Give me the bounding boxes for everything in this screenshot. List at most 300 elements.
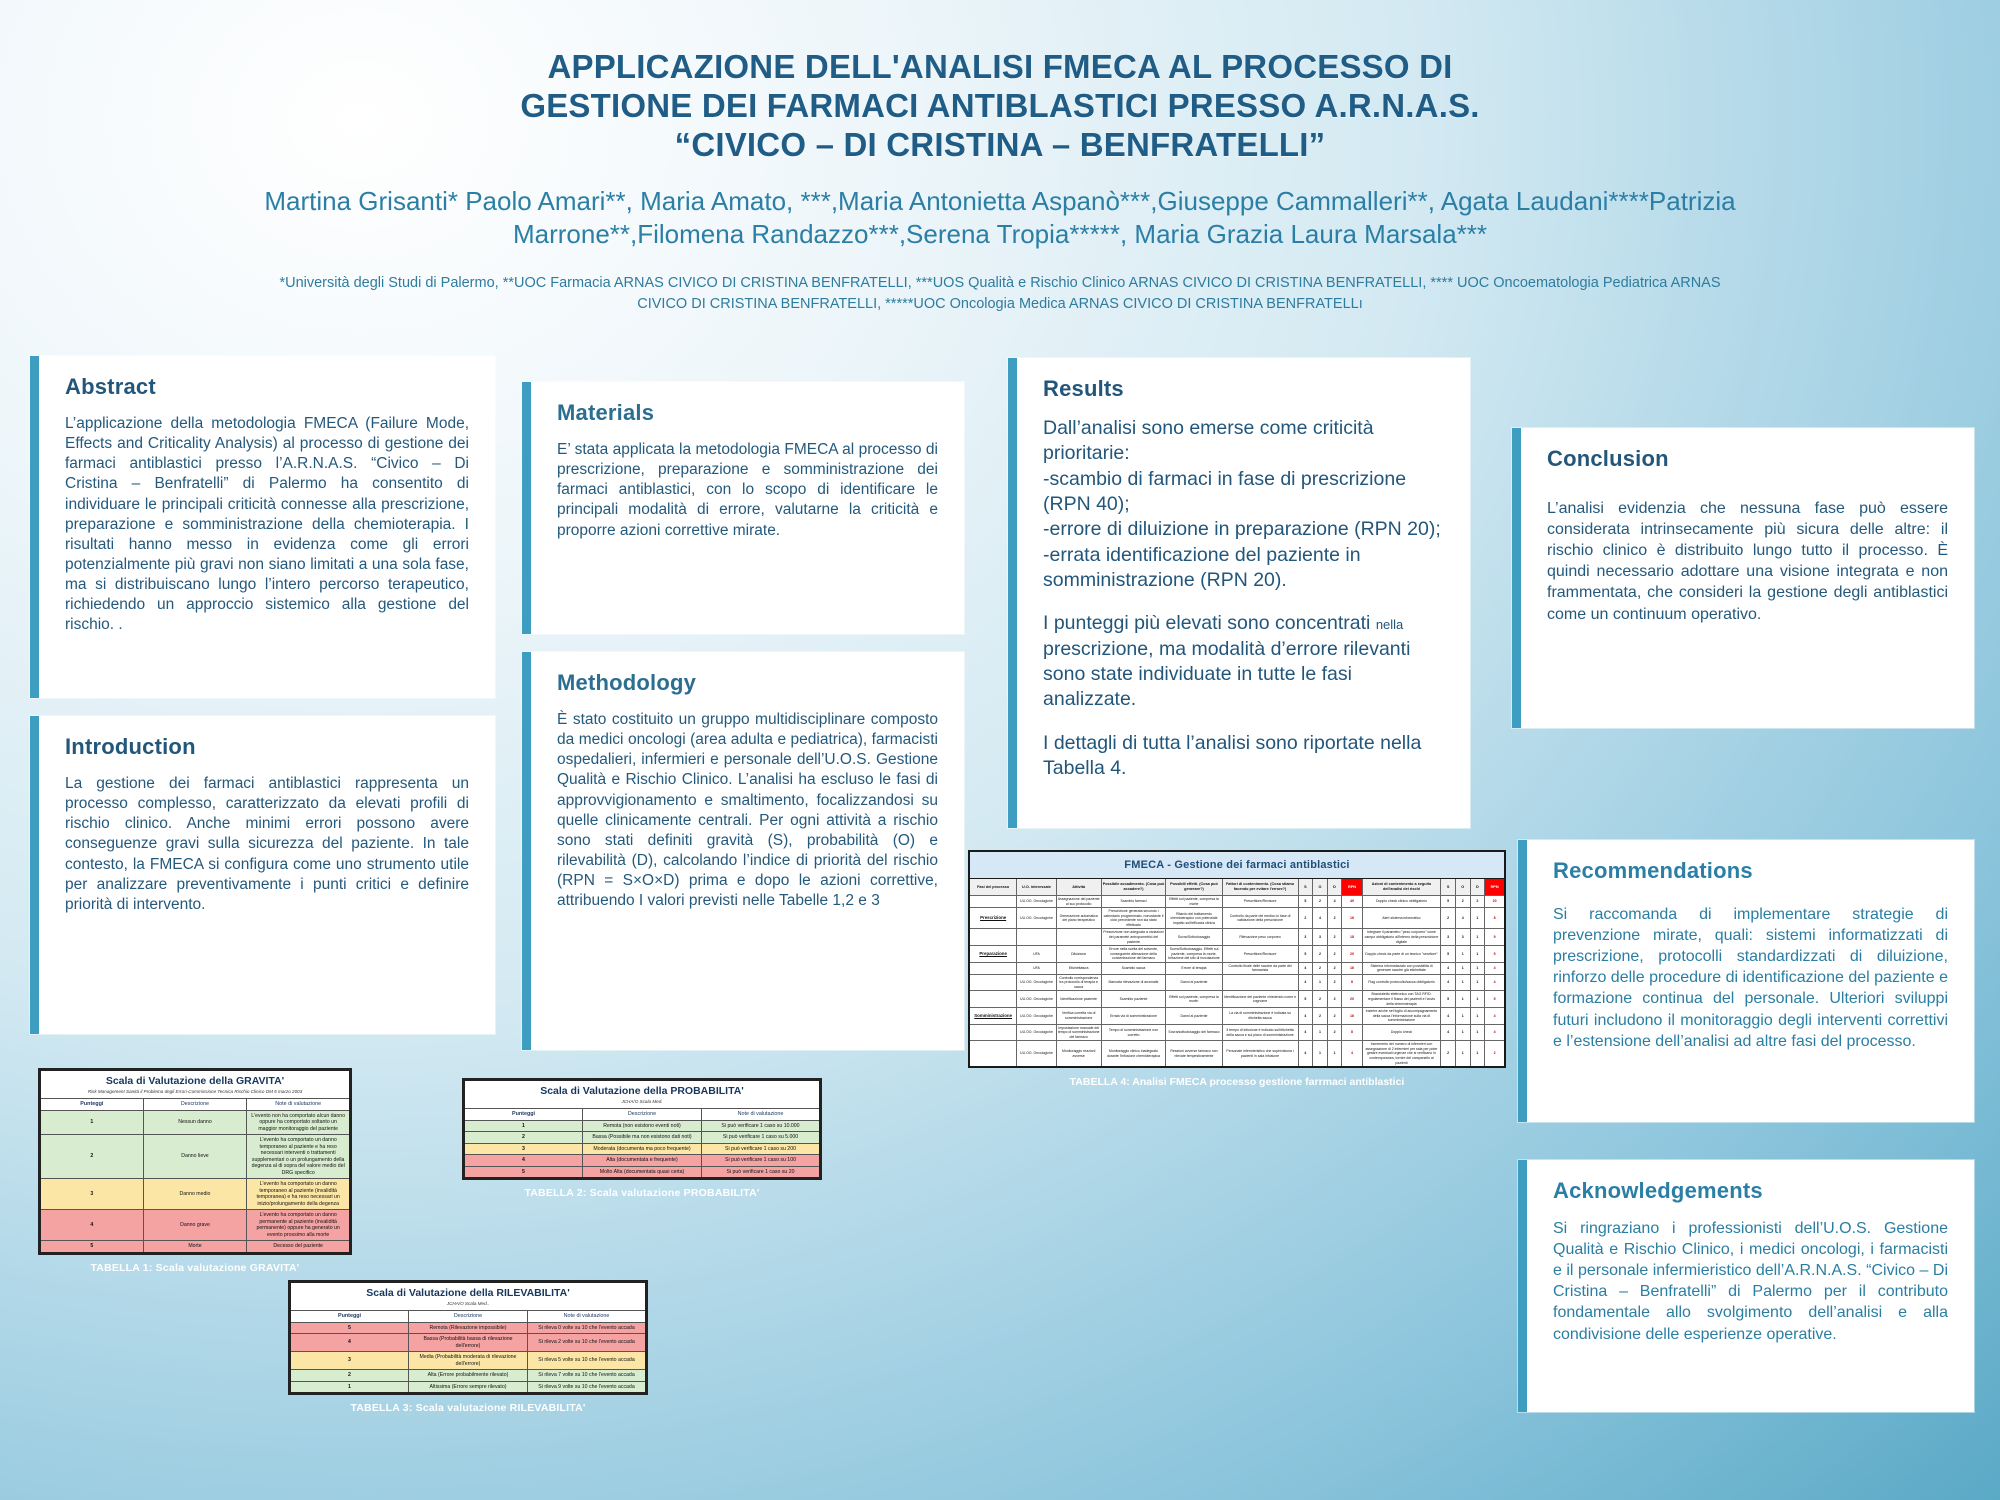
fmeca-effetti: Ritardo del trattamento chemioterapico con potenziale impatto sull'efficacia clinica — [1166, 908, 1222, 929]
results-scores-b: nella — [1375, 617, 1404, 633]
fmeca-effetti: Sovra/Sottodosaggio. Effetti sul paziente, compresa la morte. Irritazione del sito di inoculazione — [1166, 946, 1222, 963]
acknowledgements-body: Si ringraziano i professionisti dell’U.O.S. Gestione Qualità e Rischio Clinico, i medici oncologi, i farmacisti e il personale infermieristico dell’A.R.N.A.S. “Civico – Di Cristina – Benfratelli” di Palermo per il contributo fondamentale allo svolgimento dell’analisi e alla condivisione delle esperienze operative. — [1553, 1220, 1948, 1343]
fmeca-col-header: Possibili effetti. (Cosa può generare?) — [1166, 879, 1222, 896]
fmeca-d-post: 2 — [1470, 896, 1485, 908]
fmeca-d-post: 1 — [1470, 991, 1485, 1008]
row-score: 4 — [40, 1210, 144, 1241]
fmeca-azioni: Incremento del numero di infermieri con assegnazione di 2 infermieri per sala per poter gestire eventuali urgenze che si verificano in contemporanea, tornire del campanello ai pazienti — [1362, 1041, 1441, 1067]
scale-table-title: Scala di Valutazione della PROBABILITA' — [464, 1080, 821, 1100]
fmeca-rpn-post: 4 — [1485, 962, 1505, 974]
fmeca-accadimento: Prescrizione generata secondo i calendario programmato, nonostante il ciclo precedente non sia stato effettuato — [1101, 908, 1166, 929]
table-row — [40, 1110, 351, 1135]
fmeca-rpn-pre: 20 — [1342, 991, 1362, 1008]
fmeca-d-pre: 2 — [1327, 946, 1342, 963]
author-line-2: Marrone**,Filomena Randazzo***,Serena Tropia*****, Maria Grazia Laura Marsala*** — [512, 219, 1488, 250]
affiliation-line-1: *Università degli Studi di Palermo, **UOC Farmacia ARNAS CIVICO DI CRISTINA BENFRATELLI, ***UOS Qualità e Rischio Clinico ARNAS CIVICO DI CRISTINA BENFRATELLI, **** UOC Oncoematologia Pediatrica ARNAS — [279, 275, 1721, 292]
results-bullet-2: -errore di diluizione in preparazione (RPN 20); — [1043, 518, 1441, 541]
table-row — [969, 929, 1505, 946]
fmeca-d-post: 1 — [1470, 1041, 1485, 1067]
row-description: Danno lieve — [143, 1135, 247, 1179]
scale-col-header: Note di valutazione — [528, 1310, 647, 1322]
fmeca-rpn-pre: 8 — [1342, 974, 1362, 991]
scale-table-title: Scala di Valutazione della RILEVABILITA' — [290, 1282, 647, 1302]
author-line-1: Martina Grisanti* Paolo Amari**, Maria Amato, ***,Maria Antonietta Aspanò***,Giuseppe Cammalleri**, Agata Laudani****Patrizia — [264, 185, 1736, 216]
fmeca-accadimento: Errore nella scelta del solvente, conseguente alterazione della concentrazione del farmaco — [1101, 946, 1166, 963]
fmeca-s-post: 4 — [1441, 1024, 1456, 1041]
fmeca-col-header: D — [1327, 879, 1342, 896]
fmeca-col-header: O — [1313, 879, 1328, 896]
fmeca-table — [968, 850, 1506, 1068]
row-note: Si può verificare 1 caso su 20 — [702, 1166, 821, 1179]
fmeca-o-pre: 2 — [1313, 1008, 1328, 1025]
row-score: 5 — [290, 1322, 409, 1334]
fmeca-o-post: 2 — [1455, 896, 1470, 908]
fmeca-s-post: 2 — [1441, 908, 1456, 929]
fmeca-uo: UU.OO. Oncologiche — [1017, 974, 1056, 991]
fmeca-o-post: 1 — [1455, 991, 1470, 1008]
fmeca-effetti: Errore di terapia — [1166, 962, 1222, 974]
fmeca-col-header: Fasi del processo — [969, 879, 1017, 896]
fmeca-s-post: 4 — [1441, 962, 1456, 974]
scale-col-header: Note di valutazione — [702, 1108, 821, 1120]
scale-table-rilevabilita — [288, 1280, 648, 1395]
fmeca-phase — [969, 929, 1017, 946]
row-description: Alta (Errore probabilmente rilevato) — [409, 1370, 528, 1382]
fmeca-accadimento: Monitoraggio clinico inadeguato durante l'infusione chemioterapica — [1101, 1041, 1166, 1067]
introduction-body: La gestione dei farmaci antiblastici rappresenta un processo complesso, caratterizzato da elevati profili di rischio clinico. Anche minimi errori possono avere conseguenze gravi sulla sicurezza del paziente. In tale contesto, la FMECA si configura come uno strumento utile per analizzare preventivamente i punti critici e definire priorità di intervento. — [65, 775, 469, 913]
row-note: L'evento non ha comportato alcun danno oppure ha comportato soltanto un maggior monitoraggio del paziente — [247, 1110, 351, 1135]
results-scores-paragraph — [1043, 611, 1444, 712]
table-4-fmeca — [968, 850, 1506, 1088]
section-results — [1008, 358, 1470, 828]
fmeca-rpn-post: 5 — [1485, 946, 1505, 963]
fmeca-phase: Preparazione — [969, 946, 1017, 963]
fmeca-s-post: 4 — [1441, 974, 1456, 991]
scale-col-header: Note di valutazione — [247, 1098, 351, 1110]
row-description: Bassa (Probabilità bassa di rilevazione dell'errore) — [409, 1334, 528, 1352]
fmeca-azioni: Doppio check da parte di un tecnico "servitore" — [1362, 946, 1441, 963]
scale-col-header: Punteggi — [40, 1098, 144, 1110]
results-heading: Results — [1043, 376, 1124, 401]
row-note: Si rileva 2 volte su 10 che l'evento accada — [528, 1334, 647, 1352]
row-note: Si rileva 7 volte su 10 che l'evento accada — [528, 1370, 647, 1382]
fmeca-attivita: Monitoraggio reazioni avverse — [1056, 1041, 1101, 1067]
row-score: 2 — [464, 1132, 583, 1144]
fmeca-effetti: Effetti sul paziente, compresa la morte. — [1166, 991, 1222, 1008]
table-row — [464, 1120, 821, 1132]
fmeca-col-header: Azioni di contenimento a seguito dell'analisi dei rischi — [1362, 879, 1441, 896]
fmeca-phase — [969, 1024, 1017, 1041]
table-row — [290, 1370, 647, 1382]
fmeca-uo — [1017, 929, 1056, 946]
fmeca-azioni: Doppio check clinico obbligatorio — [1362, 896, 1441, 908]
row-note: Si può verificare 1 caso su 100 — [702, 1155, 821, 1167]
fmeca-uo: UU.OO. Oncologiche — [1017, 1041, 1056, 1067]
fmeca-o-post: 1 — [1455, 1008, 1470, 1025]
fmeca-rpn-pre: 16 — [1342, 1008, 1362, 1025]
fmeca-attivita: Identificazione paziente — [1056, 991, 1101, 1008]
fmeca-col-header: D — [1470, 879, 1485, 896]
fmeca-rpn-pre: 16 — [1342, 908, 1362, 929]
fmeca-o-post: 3 — [1455, 929, 1470, 946]
row-score: 3 — [40, 1179, 144, 1210]
fmeca-accadimento: Scambio farmaci — [1101, 896, 1166, 908]
fmeca-o-post: 4 — [1455, 908, 1470, 929]
scale-col-header: Descrizione — [583, 1108, 702, 1120]
row-score: 1 — [40, 1110, 144, 1135]
fmeca-rpn-pre: 4 — [1342, 1041, 1362, 1067]
fmeca-header-row — [969, 879, 1505, 896]
fmeca-col-header: RPN — [1485, 879, 1505, 896]
fmeca-rpn-pre: 18 — [1342, 929, 1362, 946]
fmeca-d-post: 1 — [1470, 974, 1485, 991]
fmeca-uo: UFA — [1017, 946, 1056, 963]
fmeca-attivita: Etichettatura — [1056, 962, 1101, 974]
fmeca-fattori: Prescrittore/Revisore — [1222, 896, 1298, 908]
table-2-caption: TABELLA 2: Scala valutazione PROBABILITA' — [524, 1187, 760, 1200]
section-materials — [522, 382, 964, 634]
scale-table-header-row — [464, 1108, 821, 1120]
introduction-heading: Introduction — [65, 734, 196, 759]
fmeca-uo: UU.OO. Oncologiche — [1017, 991, 1056, 1008]
fmeca-uo: UU.OO. Oncologiche — [1017, 896, 1056, 908]
table-row — [969, 1008, 1505, 1025]
fmeca-s-pre: 4 — [1298, 1008, 1313, 1025]
row-note: Si rileva 9 volte su 10 che l'evento accada — [528, 1381, 647, 1394]
fmeca-d-pre: 2 — [1327, 962, 1342, 974]
fmeca-d-pre: 2 — [1327, 929, 1342, 946]
row-note: Si può verificare 1 caso su 200 — [702, 1143, 821, 1155]
fmeca-d-post: 1 — [1470, 946, 1485, 963]
fmeca-o-pre: 3 — [1313, 929, 1328, 946]
fmeca-d-pre: 2 — [1327, 908, 1342, 929]
fmeca-effetti: Sovra/Sottodosaggio — [1166, 929, 1222, 946]
fmeca-phase: Prescrizione — [969, 908, 1017, 929]
row-score: 5 — [464, 1166, 583, 1179]
fmeca-phase — [969, 974, 1017, 991]
fmeca-attivita: Controllo corrispondenza tra protocollo di terapia e sacca — [1056, 974, 1101, 991]
results-criticality-block — [1043, 416, 1444, 593]
conclusion-heading: Conclusion — [1547, 446, 1669, 471]
title-line-2: GESTIONE DEI FARMACI ANTIBLASTICI PRESSO A.R.N.A.S. — [520, 86, 1480, 124]
scale-table-gravita-body — [40, 1070, 351, 1254]
table-row — [40, 1210, 351, 1241]
results-bullet-1: -scambio di farmaci in fase di prescrizione (RPN 40); — [1043, 467, 1407, 516]
scale-table-subtitle: JCHA/O Scala Med. — [464, 1099, 821, 1108]
table-4-caption: TABELLA 4: Analisi FMECA processo gestione farrmaci antiblastici — [1069, 1076, 1405, 1089]
fmeca-o-pre: 1 — [1313, 1041, 1328, 1067]
results-intro: Dall’analisi sono emerse come criticità prioritarie: — [1043, 417, 1374, 465]
table-row — [40, 1179, 351, 1210]
row-note: Decesso del paziente — [247, 1241, 351, 1254]
table-3-caption: TABELLA 3: Scala valutazione RILEVABILITA' — [350, 1402, 586, 1415]
fmeca-rpn-pre: 16 — [1342, 962, 1362, 974]
fmeca-phase — [969, 962, 1017, 974]
fmeca-rpn-post: 20 — [1485, 896, 1505, 908]
fmeca-accadimento: Tempo di somministrazione non corretto — [1101, 1024, 1166, 1041]
fmeca-d-pre: 2 — [1327, 1008, 1342, 1025]
fmeca-azioni: Integrare il parametro "peso corporeo" come campo obbligatorio all'interno della prescrizione digitale — [1362, 929, 1441, 946]
fmeca-fattori: Identificazione del paziente chiedendo nome e cognome — [1222, 991, 1298, 1008]
affiliation-line-2: CIVICO DI CRISTINA BENFRATELLI, *****UOC Oncologia Medica ARNAS CIVICO DI CRISTINA BENFRATELLı — [637, 296, 1363, 313]
table-row — [464, 1166, 821, 1179]
acknowledgements-heading: Acknowledgements — [1553, 1178, 1763, 1203]
table-3-rilevabilita — [288, 1280, 648, 1414]
row-score: 1 — [290, 1381, 409, 1394]
fmeca-s-pre: 4 — [1298, 1041, 1313, 1067]
fmeca-s-pre: 5 — [1298, 991, 1313, 1008]
row-description: Media (Probabilità moderata di rilevazione dell'errore) — [409, 1352, 528, 1370]
fmeca-d-post: 1 — [1470, 962, 1485, 974]
fmeca-o-pre: 1 — [1313, 974, 1328, 991]
scale-col-header: Descrizione — [409, 1310, 528, 1322]
row-note: Si può verificare 1 caso su 5.000 — [702, 1132, 821, 1144]
table-row — [464, 1155, 821, 1167]
row-score: 4 — [290, 1334, 409, 1352]
row-score: 1 — [464, 1120, 583, 1132]
fmeca-o-post: 1 — [1455, 1024, 1470, 1041]
fmeca-effetti: Effetti sul paziente, compresa la morte — [1166, 896, 1222, 908]
recommendations-body: Si raccomanda di implementare strategie di prevenzione mirate, quali: sistemi informatizzati di prescrizione, protocolli standardizzati di diluizione, rinforzo delle procedure di identificazione del paziente e formazione continua del personale. Ulteriori sviluppi futuri includono il monitoraggio degli interventi correttivi e l’estensione dell’analisi ad altre fasi del processo. — [1553, 906, 1948, 1050]
fmeca-rpn-post: 9 — [1485, 929, 1505, 946]
page-title — [0, 0, 2000, 165]
fmeca-d-post: 1 — [1470, 908, 1485, 929]
table-row — [969, 1041, 1505, 1067]
table-row — [290, 1322, 647, 1334]
fmeca-d-pre: 2 — [1327, 991, 1342, 1008]
scale-col-header: Punteggi — [290, 1310, 409, 1322]
row-score: 3 — [290, 1352, 409, 1370]
fmeca-azioni: Inserire anche nel foglio di accompagnamento della sacca l'informazione sulla via di somministrazione — [1362, 1008, 1441, 1025]
author-list — [0, 165, 2000, 252]
row-description: Danno grave — [143, 1210, 247, 1241]
fmeca-d-pre: 1 — [1327, 1041, 1342, 1067]
section-abstract — [30, 356, 495, 698]
fmeca-col-header: U.O. interessate — [1017, 879, 1056, 896]
fmeca-uo: UFA — [1017, 962, 1056, 974]
row-note: Si può verificare 1 caso su 10.000 — [702, 1120, 821, 1132]
row-score: 4 — [464, 1155, 583, 1167]
fmeca-effetti: Danni al paziente — [1166, 1008, 1222, 1025]
fmeca-fattori: Controllo da parte del medico in fase di validazione della prescrizione — [1222, 908, 1298, 929]
table-row — [464, 1132, 821, 1144]
row-note: Si rileva 0 volte su 10 che l'evento accada — [528, 1322, 647, 1334]
row-description: Nessun danno — [143, 1110, 247, 1135]
fmeca-rpn-post: 4 — [1485, 1008, 1505, 1025]
table-row — [969, 991, 1505, 1008]
scale-table-probabilita — [462, 1078, 822, 1180]
fmeca-rpn-pre: 8 — [1342, 1024, 1362, 1041]
affiliation-list — [0, 251, 2000, 315]
row-description: Alta (documentata e frequente) — [583, 1155, 702, 1167]
results-details-paragraph: I dettagli di tutta l’analisi sono riportate nella Tabella 4. — [1043, 731, 1422, 780]
fmeca-fattori: Rilevazione peso corporeo — [1222, 929, 1298, 946]
fmeca-col-header: S — [1298, 879, 1313, 896]
fmeca-rpn-post: 8 — [1485, 908, 1505, 929]
fmeca-rpn-pre: 40 — [1342, 896, 1362, 908]
fmeca-rpn-pre: 20 — [1342, 946, 1362, 963]
fmeca-col-header: Fattori di contenimento. (Cosa stiamo facendo per evitare l'errore?) — [1222, 879, 1298, 896]
row-description: Remota (Rilevazione impossibile) — [409, 1322, 528, 1334]
fmeca-fattori: Prescrittore/Revisore — [1222, 946, 1298, 963]
scale-table-subtitle: JCHA/O Scala Med.. — [290, 1301, 647, 1310]
fmeca-s-post: 5 — [1441, 896, 1456, 908]
fmeca-azioni: Alert sistema informatico — [1362, 908, 1441, 929]
fmeca-table-body — [969, 851, 1505, 1067]
fmeca-o-pre: 2 — [1313, 991, 1328, 1008]
table-1-gravita — [38, 1068, 352, 1274]
fmeca-uo: UU.OO. Oncologiche — [1017, 908, 1056, 929]
section-introduction — [30, 716, 495, 1034]
fmeca-banner: FMECA - Gestione dei farmaci antiblastici — [969, 851, 1505, 879]
fmeca-fattori: Controllo finale delle sacche da parte del farmacista — [1222, 962, 1298, 974]
fmeca-col-header: Attività — [1056, 879, 1101, 896]
row-score: 2 — [290, 1370, 409, 1382]
scale-col-header: Punteggi — [464, 1108, 583, 1120]
fmeca-azioni: Sistema informatizzato con possibilità di generare sacche già etichettate — [1362, 962, 1441, 974]
fmeca-o-pre: 2 — [1313, 946, 1328, 963]
fmeca-s-pre: 4 — [1298, 1024, 1313, 1041]
abstract-body: L’applicazione della metodologia FMECA (Failure Mode, Effects and Criticality Analysis) al processo di gestione dei farmaci antiblastici presso l’A.R.N.A.S. “Civico – Di Cristina – Benfratelli” di Palermo ha consentito di individuare le principali criticità connesse alla prescrizione, preparazione e somministrazione della chemioterapia. I risultati hanno messo in evidenza come gli errori potenzialmente più gravi non siano limitati a una sola fase, ma si distribuiscano lungo l’intero percorso terapeutico, richiedendo un approccio sistemico alla gestione del rischio. . — [65, 415, 469, 634]
fmeca-s-post: 3 — [1441, 929, 1456, 946]
fmeca-attivita: Impostazione manuale del tempo di somministrazione del farmaco — [1056, 1024, 1101, 1041]
scale-table-probabilita-body — [464, 1080, 821, 1179]
fmeca-attivita: Diluizione — [1056, 946, 1101, 963]
fmeca-attivita: Verifica corretta via di somministrazione — [1056, 1008, 1101, 1025]
fmeca-col-header: Possibile accadimento. (Cosa può accadere?) — [1101, 879, 1166, 896]
section-conclusion — [1512, 428, 1974, 728]
table-row — [290, 1334, 647, 1352]
fmeca-azioni: Flag controllo protocollo/sacca obbligatorio — [1362, 974, 1441, 991]
table-row — [969, 1024, 1505, 1041]
row-description: Danno medio — [143, 1179, 247, 1210]
methodology-heading: Methodology — [557, 670, 697, 695]
fmeca-s-post: 4 — [1441, 1008, 1456, 1025]
fmeca-o-pre: 2 — [1313, 962, 1328, 974]
row-note: L'evento ha comportato un danno temporaneo al paziente (invalidità temporanea) e ha reso necessari un inizio/prolungamento della degenza — [247, 1179, 351, 1210]
table-row — [290, 1352, 647, 1370]
fmeca-attivita: Generazione automatica del piano terapeutico — [1056, 908, 1101, 929]
section-acknowledgements — [1518, 1160, 1974, 1412]
fmeca-attivita — [1056, 929, 1101, 946]
fmeca-uo: UU.OO. Oncologiche — [1017, 1008, 1056, 1025]
scale-table-header-row — [40, 1098, 351, 1110]
fmeca-fattori: Il tempo di infusione è indicato sull'etichetta della sacca e sul piano di somministrazione — [1222, 1024, 1298, 1041]
fmeca-accadimento: Scambio paziente — [1101, 991, 1166, 1008]
fmeca-rpn-post: 2 — [1485, 1041, 1505, 1067]
row-description: Morte — [143, 1241, 247, 1254]
fmeca-accadimento: Scambio sacca — [1101, 962, 1166, 974]
abstract-heading: Abstract — [65, 374, 156, 399]
fmeca-col-header: RPN — [1342, 879, 1362, 896]
fmeca-phase — [969, 991, 1017, 1008]
fmeca-o-pre: 1 — [1313, 1024, 1328, 1041]
results-bullet-3: -errata identificazione del paziente in somministrazione (RPN 20). — [1043, 543, 1361, 592]
fmeca-fattori: La via di somministrazione è indicata su etichetta sacca — [1222, 1008, 1298, 1025]
fmeca-o-post: 1 — [1455, 1041, 1470, 1067]
fmeca-d-post: 1 — [1470, 929, 1485, 946]
fmeca-rpn-post: 4 — [1485, 1024, 1505, 1041]
fmeca-d-pre: 2 — [1327, 974, 1342, 991]
fmeca-o-post: 1 — [1455, 946, 1470, 963]
fmeca-s-pre: 2 — [1298, 908, 1313, 929]
fmeca-o-pre: 2 — [1313, 896, 1328, 908]
row-description: Molto Alta (documentata quasi certa) — [583, 1166, 702, 1179]
fmeca-s-post: 5 — [1441, 991, 1456, 1008]
fmeca-phase — [969, 1041, 1017, 1067]
scale-table-title: Scala di Valutazione della GRAVITA' — [40, 1070, 351, 1090]
methodology-body: È stato costituito un gruppo multidisciplinare composto da medici oncologi (area adulta e pediatrica), farmacisti ospedalieri, infermieri e personale dell’U.O.S. Gestione Qualità e Rischio Clinico. L’analisi ha escluso le fasi di approvvigionamento e smaltimento, focalizzandosi su quelle clinicamente centrali. Per ogni attività a rischio sono stati definiti gravità (S), probabilità (O) e rilevabilità (D), calcolando l’indice di priorità del rischio (RPN = S×O×D) prima e dopo le azioni correttive, attribuendo I valori previsti nelle Tabelle 1,2 e 3 — [557, 711, 938, 910]
fmeca-effetti: Sovra/sottodosaggio del farmaco — [1166, 1024, 1222, 1041]
row-description: Remota (non esistono eventi noti) — [583, 1120, 702, 1132]
table-row — [969, 908, 1505, 929]
fmeca-s-pre: 5 — [1298, 946, 1313, 963]
poster-header — [0, 0, 2000, 315]
materials-body: E’ stata applicata la metodologia FMECA al processo di prescrizione, preparazione e somministrazione dei farmaci antiblastici, con lo scopo di identificare le principali modalità di errore, valutarne la criticità e proporre azioni correttive mirate. — [557, 441, 938, 539]
fmeca-s-pre: 5 — [1298, 896, 1313, 908]
table-row — [40, 1135, 351, 1179]
title-line-1: APPLICAZIONE DELL'ANALISI FMECA AL PROCESSO DI — [547, 48, 1453, 85]
fmeca-d-post: 1 — [1470, 1008, 1485, 1025]
row-score: 5 — [40, 1241, 144, 1254]
title-line-3: “CIVICO – DI CRISTINA – BENFRATELLI” — [674, 125, 1326, 163]
fmeca-col-header: O — [1455, 879, 1470, 896]
table-row — [969, 962, 1505, 974]
fmeca-uo: UU.OO. Oncologiche — [1017, 1024, 1056, 1041]
fmeca-d-pre: 2 — [1327, 1024, 1342, 1041]
row-score: 3 — [464, 1143, 583, 1155]
fmeca-azioni: Braccialetto elettronico con TAG RFID: regolamentare il flusso dei pazienti e l'avvio della chemioterapia — [1362, 991, 1441, 1008]
materials-heading: Materials — [557, 400, 655, 425]
table-2-probabilita — [462, 1078, 822, 1199]
table-row — [464, 1143, 821, 1155]
scale-col-header: Descrizione — [143, 1098, 247, 1110]
table-row — [969, 946, 1505, 963]
row-note: L'evento ha comportato un danno permanente al paziente (invalidità permanente) oppure ha generato un evento prossimo alla morte — [247, 1210, 351, 1241]
scale-table-gravita — [38, 1068, 352, 1255]
results-scores-a: I punteggi più elevati sono concentrati — [1043, 612, 1376, 635]
fmeca-attivita: Assegnazione del paziente al suo protocollo — [1056, 896, 1101, 908]
table-row — [969, 896, 1505, 908]
recommendations-heading: Recommendations — [1553, 858, 1753, 883]
section-methodology — [522, 652, 964, 1050]
table-row — [969, 974, 1505, 991]
fmeca-rpn-post: 4 — [1485, 974, 1505, 991]
section-recommendations — [1518, 840, 1974, 1122]
row-description: Altissima (Errore sempre rilevato) — [409, 1381, 528, 1394]
fmeca-o-post: 1 — [1455, 962, 1470, 974]
fmeca-o-pre: 4 — [1313, 908, 1328, 929]
fmeca-accadimento: Errata via di somministrazione — [1101, 1008, 1166, 1025]
row-description: Bassa (Possibile ma non esistono dati noti) — [583, 1132, 702, 1144]
fmeca-effetti: Reazioni avverse farmaco non rilevate tempestivamente — [1166, 1041, 1222, 1067]
fmeca-accadimento: Mancata rilevazione di anomalie — [1101, 974, 1166, 991]
scale-table-header-row — [290, 1310, 647, 1322]
table-row — [40, 1241, 351, 1254]
fmeca-s-pre: 4 — [1298, 974, 1313, 991]
fmeca-s-pre: 3 — [1298, 929, 1313, 946]
fmeca-s-pre: 4 — [1298, 962, 1313, 974]
table-1-caption: TABELLA 1: Scala valutazione GRAVITA' — [90, 1261, 300, 1274]
fmeca-d-post: 1 — [1470, 1024, 1485, 1041]
row-description: Moderata (documenta ma poco frequente) — [583, 1143, 702, 1155]
conclusion-body: L’analisi evidenzia che nessuna fase può essere considerata intrinsecamente più sicura delle altre: il rischio clinico è distribuito lungo tutto il processo. È quindi necessario adottare una visione integrata e non frammentata, che consideri la gestione degli antiblastici come un continuum operativo. — [1547, 500, 1948, 623]
row-score: 2 — [40, 1135, 144, 1179]
table-row — [290, 1381, 647, 1394]
results-scores-c: prescrizione, ma modalità d’errore rilevanti sono state individuate in tutte le fasi analizzate. — [1043, 637, 1411, 711]
scale-table-subtitle: Risk Management Sanità il Problema degli Errori-Commissione Tecnica Rischio Clinico DM 5 marzo 2003 — [40, 1089, 351, 1098]
fmeca-fattori: Personale infermieristico che supervisiona i pazienti in sala infusione — [1222, 1041, 1298, 1067]
